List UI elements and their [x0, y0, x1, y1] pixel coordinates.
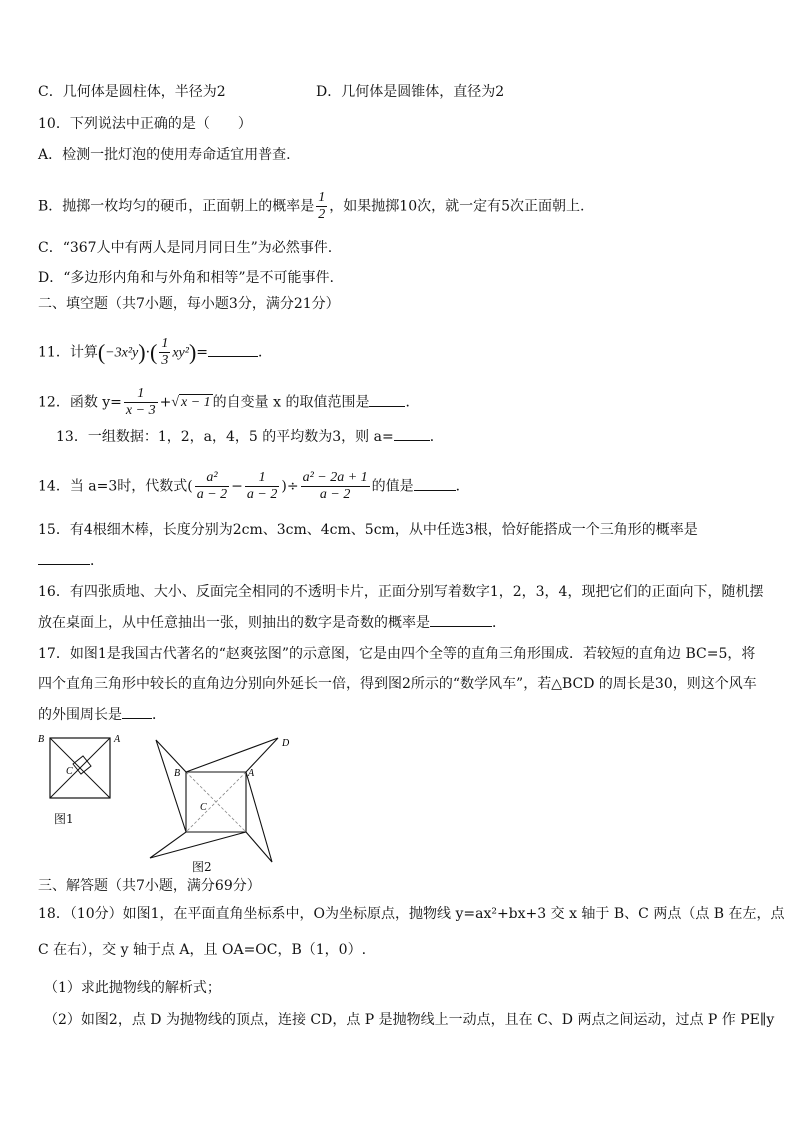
answer-blank[interactable] — [122, 704, 152, 719]
fraction-denominator: a − 2 — [246, 487, 278, 502]
q9-option-c: C．几何体是圆柱体，半径为2 — [38, 84, 226, 100]
q10-option-b — [38, 190, 584, 223]
label-a: A — [114, 734, 121, 745]
q14-fraction-1 — [195, 470, 229, 503]
label-b: B — [38, 734, 45, 745]
q13-text: 13．一组数据：1，2，a，4，5 的平均数为3，则 a= — [56, 429, 394, 445]
label-a: A — [248, 768, 255, 779]
q14-suffix: 的值是 — [371, 478, 414, 495]
fraction-denominator: a − 2 — [319, 487, 351, 502]
q14-fraction-2 — [245, 470, 279, 503]
q17-line-1: 17．如图1是我国古代著名的“赵爽弦图”的示意图，它是由四个全等的直角三角形围成．若较短的直角边 BC=5，将 — [38, 646, 756, 662]
paren-close: ) — [138, 339, 146, 365]
q11 — [38, 336, 272, 369]
q12 — [38, 386, 419, 419]
q14 — [38, 470, 470, 503]
label-d: D — [282, 738, 290, 749]
q16-line-2 — [38, 612, 506, 633]
fraction-denominator: x − 3 — [125, 403, 156, 418]
figure-2-diagram — [146, 734, 296, 866]
q11-dot: · — [145, 344, 151, 361]
q14-minus: − — [231, 478, 243, 495]
q12-fraction — [124, 386, 158, 419]
q10-option-b-suffix: ，如果抛掷10次，就一定有5次正面朝上. — [329, 198, 585, 215]
answer-blank[interactable] — [414, 476, 456, 491]
answer-blank[interactable] — [430, 612, 492, 627]
q11-term1: −3x²y — [105, 345, 139, 361]
section-solution-title: 三、解答题（共7小题，满分69分） — [38, 878, 261, 894]
q15-end: ． — [90, 553, 104, 569]
q11-prefix: 11．计算 — [38, 344, 98, 361]
q10-option-b-prefix: B．抛掷一枚均匀的硬币，正面朝上的概率是 — [38, 198, 315, 215]
q11-equals: = — [196, 344, 209, 361]
paren-close: ) — [188, 339, 197, 365]
q10-option-a: A．检测一批灯泡的使用寿命适宜用普查. — [38, 147, 291, 163]
q10-option-c: C．“367人中有两人是同月同日生”为必然事件. — [38, 240, 333, 256]
radicand: x − 1 — [181, 394, 211, 410]
fraction-numerator: 1 — [245, 470, 279, 487]
q14-close: )÷ — [281, 478, 299, 495]
figure-1-caption: 图1 — [54, 812, 74, 826]
answer-blank[interactable] — [394, 426, 430, 441]
q15-text: 15．有4根细木棒，长度分别为2cm、3cm、4cm、5cm，从中任选3根，恰好能搭成一个三角形的概率是 — [38, 522, 698, 538]
windmill-blade — [150, 832, 246, 858]
label-b: B — [174, 768, 181, 779]
answer-blank[interactable] — [208, 342, 258, 357]
q15-answer-line — [38, 550, 104, 571]
label-c: C — [200, 802, 207, 813]
fraction-numerator: 1 — [161, 336, 169, 351]
paren-open: ( — [150, 339, 158, 365]
q12-end: ． — [405, 394, 420, 411]
q10-stem: 10．下列说法中正确的是（ ） — [38, 116, 252, 132]
figure-2-caption: 图2 — [192, 860, 212, 874]
q12-sqrt: √ x − 1 — [171, 394, 211, 410]
q10-option-d: D．“多边形内角和与外角和相等”是不可能事件. — [38, 270, 334, 286]
figure-1-diagram — [36, 732, 126, 810]
q12-plus: + — [159, 394, 172, 411]
q9-option-d: D．几何体是圆锥体，直径为2 — [316, 84, 505, 100]
q14-fraction-3 — [301, 470, 370, 503]
q18-sub-1: （1）求此抛物线的解析式； — [44, 980, 221, 996]
inner-square — [73, 756, 91, 774]
fraction-numerator: a² − 2a + 1 — [302, 470, 368, 485]
q13-end: ． — [429, 429, 444, 445]
q12-suffix: 的自变量 x 的取值范围是 — [212, 394, 370, 411]
q17-line-3-text: 的外围周长是 — [38, 707, 122, 723]
windmill-blade — [246, 772, 272, 862]
fraction-numerator: 1 — [318, 190, 326, 205]
q11-end: ． — [258, 344, 273, 361]
q18-sub-2: （2）如图2，点 D 为抛物线的顶点，连接 CD，点 P 是抛物线上一动点，且在 C、D 两点之间运动，过点 P 作 PE∥y — [44, 1012, 775, 1028]
q11-coef — [159, 336, 170, 369]
answer-blank[interactable] — [369, 392, 405, 407]
fraction-denominator: a − 2 — [196, 487, 228, 502]
answer-blank[interactable] — [38, 550, 90, 565]
q17-line-3 — [38, 704, 166, 725]
q16-line-1: 16．有四张质地、大小、反面完全相同的不透明卡片，正面分别写着数字1，2，3，4，现把它们的正面向下，随机摆 — [38, 584, 764, 600]
q14-prefix: 14．当 a=3时，代数式( — [38, 478, 193, 495]
q17-line-2: 四个直角三角形中较长的直角边分别向外延长一倍，得到图2所示的“数学风车”，若△BCD 的周长是30，则这个风车 — [38, 676, 757, 692]
half-fraction — [316, 190, 327, 223]
section-fill-in-title: 二、填空题（共7小题，每小题3分，满分21分） — [38, 296, 340, 312]
q11-term2: xy² — [172, 345, 189, 361]
fraction-denominator: 2 — [318, 207, 326, 222]
q16-line-2-text: 放在桌面上，从中任意抽出一张，则抽出的数字是奇数的概率是 — [38, 615, 430, 631]
windmill-blade — [186, 738, 278, 772]
q18-line-1: 18．（10分）如图1，在平面直角坐标系中，O为坐标原点，抛物线 y=ax²+bx+3 交 x 轴于 B、C 两点（点 B 在左，点 — [38, 906, 785, 922]
label-c: C — [66, 766, 73, 777]
fraction-numerator: 1 — [124, 386, 158, 403]
q16-end: ． — [492, 615, 506, 631]
windmill-blade — [156, 740, 186, 832]
fraction-denominator: 3 — [161, 353, 169, 368]
q12-prefix: 12．函数 y= — [38, 394, 122, 411]
q13 — [56, 426, 444, 447]
paren-open: ( — [97, 339, 106, 365]
q18-line-2: C 在右），交 y 轴于点 A，且 OA=OC，B（1，0）. — [38, 942, 367, 958]
q14-end: ． — [455, 478, 470, 495]
fraction-numerator: a² — [195, 470, 229, 487]
q17-end: ． — [152, 707, 166, 723]
